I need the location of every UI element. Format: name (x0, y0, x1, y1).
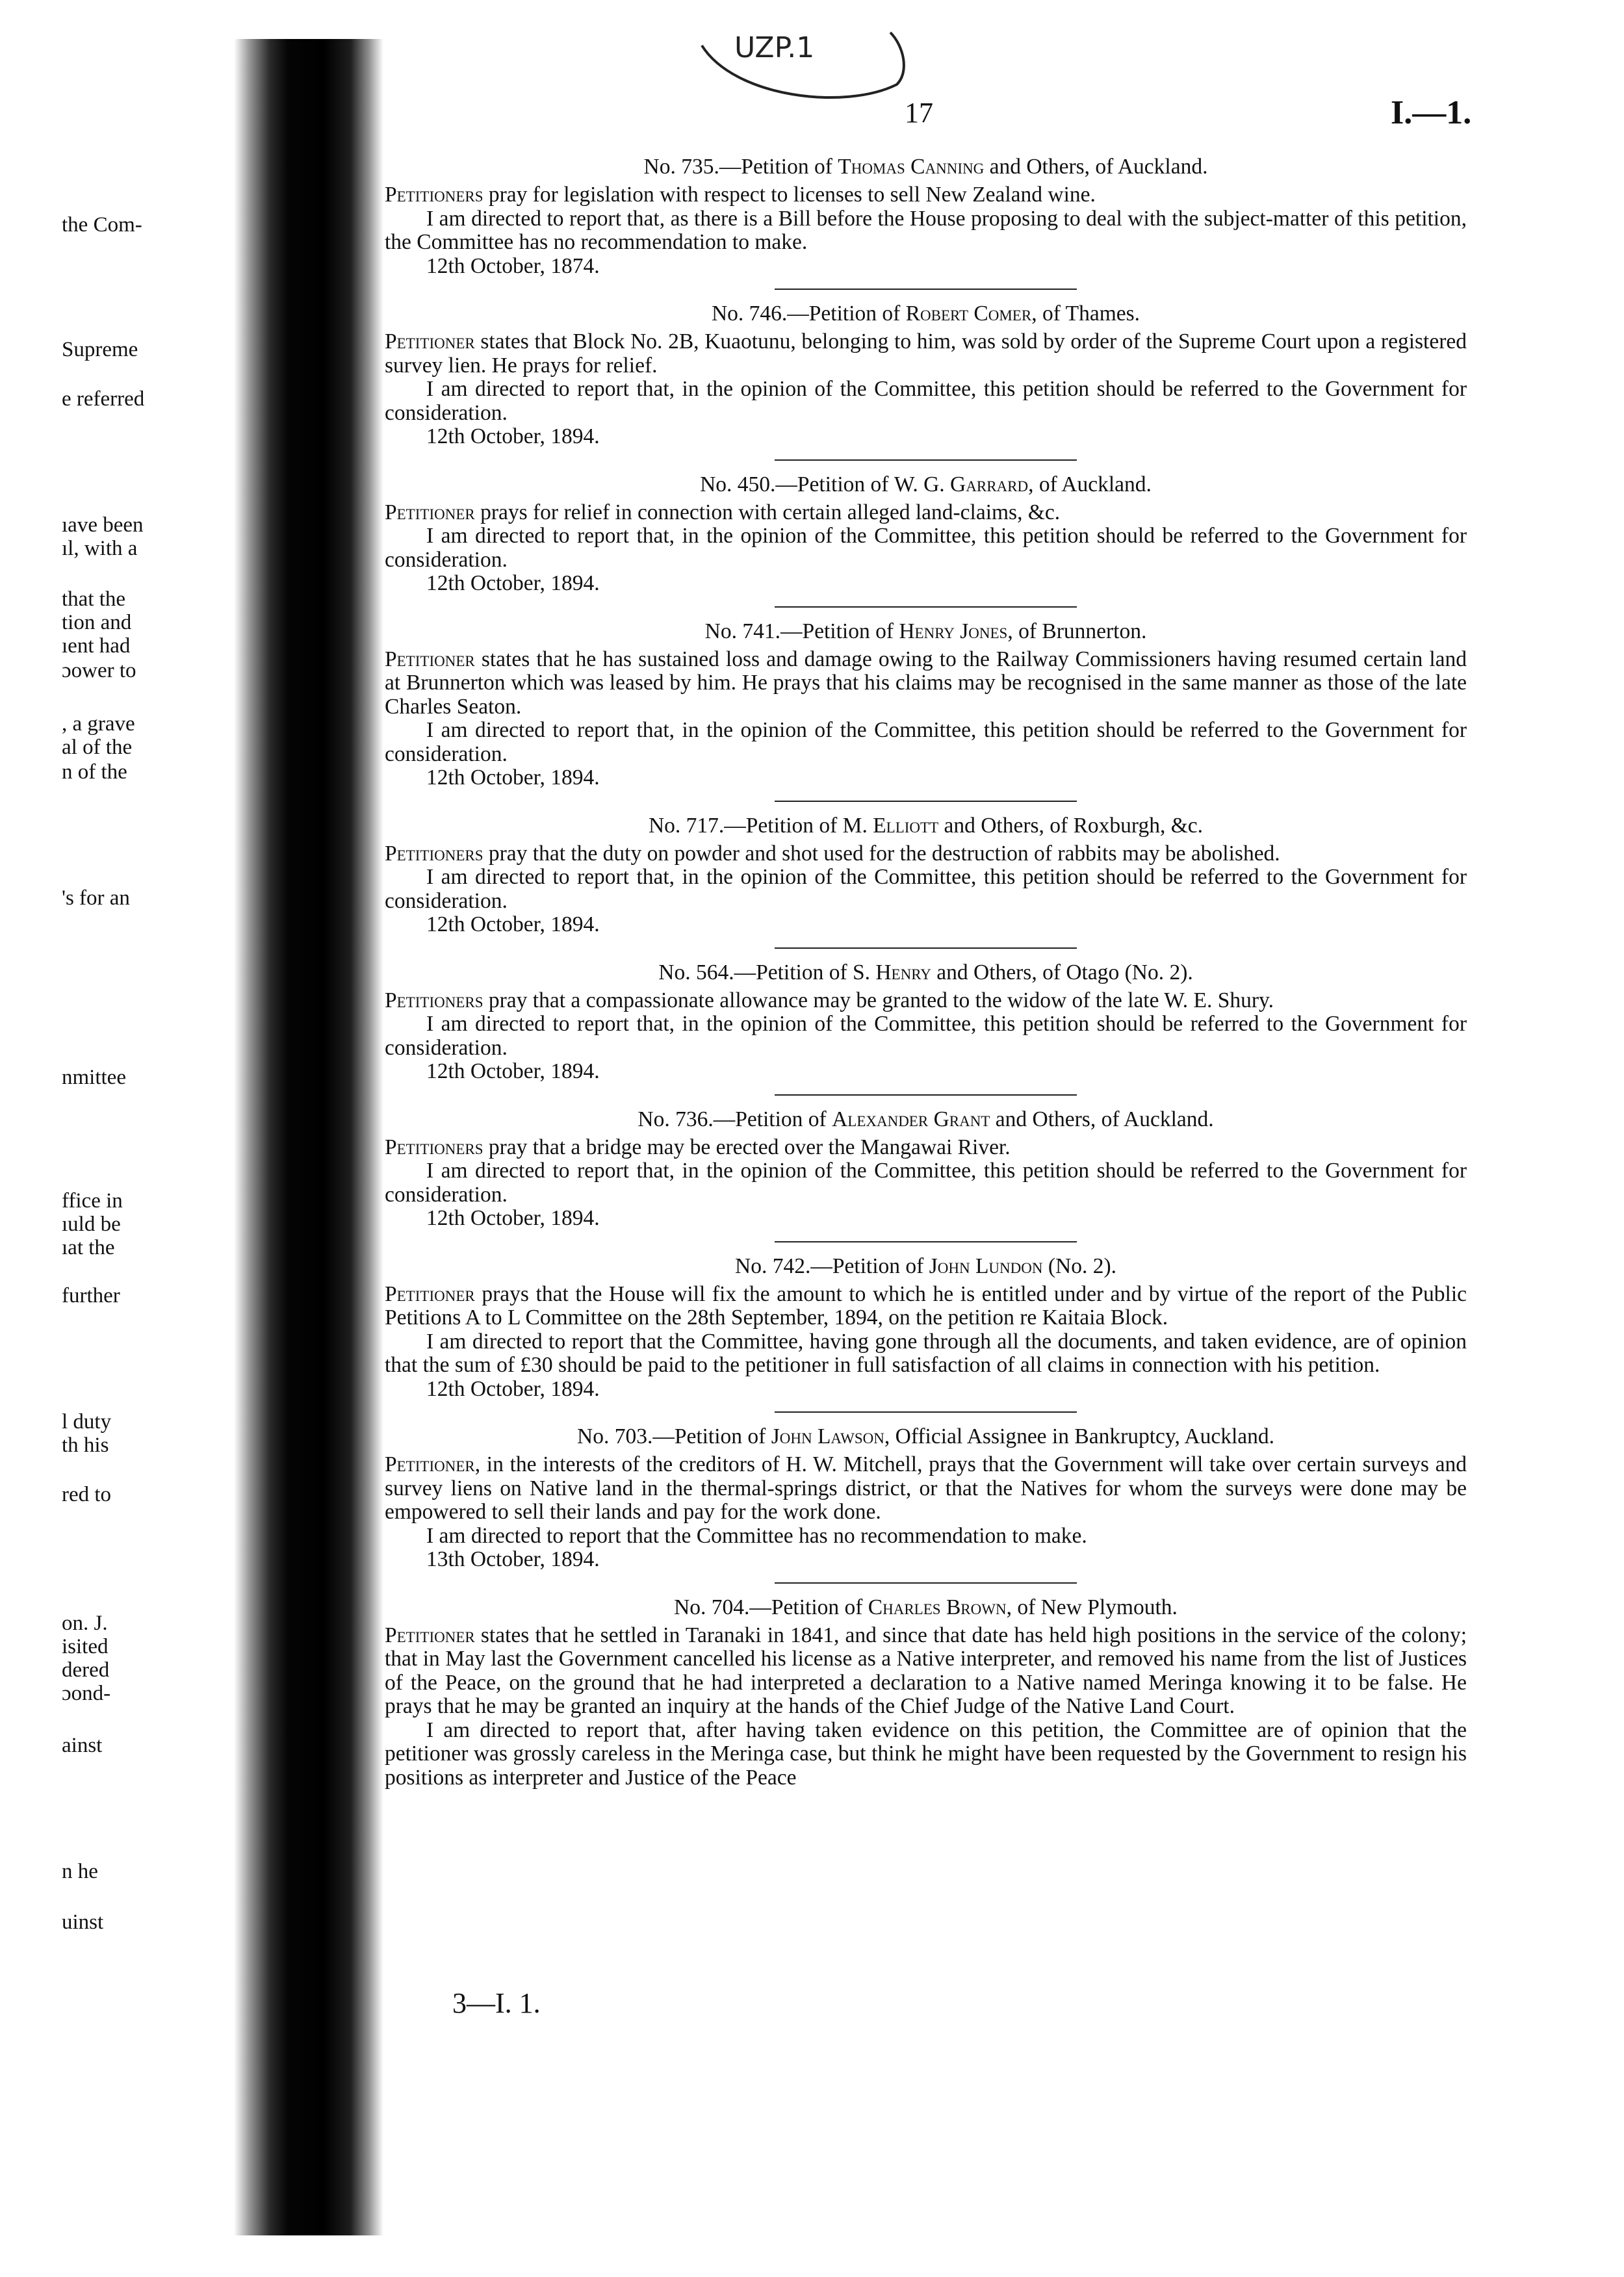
handwritten-mark (695, 19, 910, 117)
committee-report: I am directed to report that, in the opinion of the Committee, this petition should be referred to the Government for consideration. (385, 377, 1467, 425)
petition-entry (385, 1424, 1467, 1572)
section-divider (775, 606, 1077, 608)
report-date: 12th October, 1894. (426, 765, 600, 790)
petitioner-name: Henry Jones (899, 619, 1008, 643)
petitions-column (385, 155, 1467, 1800)
report-date: 12th October, 1874. (426, 253, 600, 278)
committee-report: I am directed to report that, in the opinion of the Committee, this petition should be referred to the Government for consideration. (385, 865, 1467, 913)
section-divider (775, 459, 1077, 461)
petition-prayer (385, 501, 1467, 525)
petitioner-name: John Lawson (771, 1424, 884, 1448)
committee-report: I am directed to report that the Committee has no recommendation to make. (426, 1523, 1087, 1548)
margin-fragment: uinst (62, 1910, 104, 1934)
margin-fragment: th his (62, 1434, 109, 1457)
petition-heading-suffix: and Others, of Otago (No. 2). (931, 960, 1193, 984)
margin-fragment: ainst (62, 1734, 103, 1757)
margin-fragment: , a grave (62, 712, 135, 736)
report-date: 12th October, 1894. (426, 1059, 600, 1083)
petition-heading-suffix: and Others, of Auckland. (984, 155, 1208, 179)
petition-prayer-text: states that he has sustained loss and damage owing to the Railway Commissioners having resumed certain land at Brunnerton which was leased by him. He prays that his claims may be recognised in the same manner as those of the late Charles Seaton. (385, 647, 1467, 719)
petition-lead-word: Petitioner (385, 647, 475, 671)
section-divider (775, 1241, 1077, 1242)
petition-heading-prefix: No. 736.—Petition of (638, 1107, 832, 1131)
petition-prayer-text: pray that the duty on powder and shot used for the destruction of rabbits may be abolished. (483, 841, 1280, 866)
committee-report: I am directed to report that, in the opinion of the Committee, this petition should be referred to the Government for consideration. (385, 1012, 1467, 1060)
petition-heading-suffix: , of Thames. (1031, 302, 1141, 326)
section-divider (775, 289, 1077, 290)
petition-heading-prefix: No. 742.—Petition of (735, 1254, 929, 1278)
petition-prayer (385, 648, 1467, 719)
petitioner-name: Thomas Canning (838, 155, 985, 179)
petition-heading (385, 814, 1467, 838)
margin-fragment: that the (62, 587, 126, 611)
petition-entry (385, 1254, 1467, 1402)
petition-heading-prefix: No. 703.—Petition of (577, 1424, 771, 1448)
petition-prayer (385, 989, 1467, 1013)
petition-heading-suffix: (No. 2). (1042, 1254, 1116, 1278)
petition-prayer-text: prays that the House will fix the amount to which he is entitled under and by virtue of the report of the Public Petitions A to L Committee on the 28th September, 1894, on the petition re Kaitaia Block. (385, 1281, 1467, 1330)
petitioner-name: W. G. Garrard (894, 472, 1029, 496)
margin-fragment: ıl, with a (62, 537, 138, 560)
petition-heading-prefix: No. 564.—Petition of (658, 960, 853, 984)
petition-lead-word: Petitioners (385, 183, 483, 207)
page-number: 17 (905, 97, 933, 129)
petition-lead-word: Petitioner (385, 1623, 475, 1647)
series-number: I.—1. (1391, 94, 1472, 131)
petition-lead-word: Petitioner (385, 500, 475, 524)
petition-heading-suffix: and Others, of Roxburgh, &c. (938, 813, 1204, 838)
handwritten-mark-text: UZP.1 (734, 31, 815, 64)
petitioner-name: John Lundon (929, 1254, 1043, 1278)
petition-heading (385, 472, 1467, 497)
margin-fragment: on. J. (62, 1612, 108, 1635)
committee-report: I am directed to report that, in the opinion of the Committee, this petition should be referred to the Government for consideration. (385, 524, 1467, 572)
petition-entry (385, 1595, 1467, 1790)
petition-prayer (385, 1624, 1467, 1719)
petition-entry (385, 619, 1467, 790)
section-divider (775, 1582, 1077, 1584)
margin-fragment: ffice in (62, 1189, 123, 1213)
petition-heading (385, 1254, 1467, 1279)
petitioner-name: Robert Comer (905, 302, 1032, 326)
petition-heading-prefix: No. 450.—Petition of (700, 472, 894, 496)
report-date: 12th October, 1894. (426, 571, 600, 595)
margin-fragment: ıuld be (62, 1213, 121, 1236)
petition-lead-word: Petitioner (385, 329, 475, 354)
section-divider (775, 1411, 1077, 1413)
margin-fragment: further (62, 1284, 120, 1307)
petition-prayer (385, 1136, 1467, 1160)
petitioner-name: S. Henry (852, 960, 931, 984)
margin-fragment: 's for an (62, 886, 130, 910)
report-date: 12th October, 1894. (426, 1206, 600, 1230)
petition-entry (385, 302, 1467, 449)
petition-entry (385, 814, 1467, 937)
margin-fragment: red to (62, 1483, 112, 1506)
margin-fragment: n he (62, 1860, 98, 1883)
petition-prayer (385, 842, 1467, 866)
section-divider (775, 1094, 1077, 1096)
petition-heading (385, 1595, 1467, 1620)
petition-lead-word: Petitioners (385, 841, 483, 866)
petition-heading (385, 960, 1467, 985)
signature-mark: 3—I. 1. (452, 1987, 541, 2019)
petition-heading-suffix: , of Brunnerton. (1007, 619, 1147, 643)
petition-heading (385, 1107, 1467, 1132)
petition-heading (385, 619, 1467, 644)
report-date: 12th October, 1894. (426, 424, 600, 448)
petition-lead-word: Petitioners (385, 988, 483, 1012)
petition-heading (385, 302, 1467, 326)
petition-heading-prefix: No. 741.—Petition of (704, 619, 899, 643)
petition-heading (385, 1424, 1467, 1449)
petition-heading-suffix: and Others, of Auckland. (990, 1107, 1214, 1131)
margin-fragment: the Com- (62, 213, 142, 237)
committee-report: I am directed to report that, in the opinion of the Committee, this petition should be referred to the Government for consideration. (385, 718, 1467, 766)
petition-prayer (385, 1453, 1467, 1524)
petition-lead-word: Petitioners (385, 1135, 483, 1159)
petition-heading-prefix: No. 704.—Petition of (674, 1595, 868, 1619)
petition-prayer-text: prays for relief in connection with certain alleged land-claims, &c. (474, 500, 1061, 524)
margin-fragment: dered (62, 1658, 110, 1682)
petition-entry (385, 1107, 1467, 1231)
margin-fragment: nmittee (62, 1066, 126, 1089)
petition-prayer-text: states that Block No. 2B, Kuaotunu, belonging to him, was sold by order of the Supreme Court upon a registered survey lien. He prays for relief. (385, 329, 1467, 378)
committee-report: I am directed to report that, in the opinion of the Committee, this petition should be referred to the Government for consideration. (385, 1159, 1467, 1207)
section-divider (775, 801, 1077, 802)
report-date: 13th October, 1894. (426, 1547, 600, 1571)
margin-fragment: ıave been (62, 513, 144, 537)
petition-heading-suffix: , Official Assignee in Bankruptcy, Auckland. (884, 1424, 1274, 1448)
petition-heading-prefix: No. 735.—Petition of (643, 155, 838, 179)
petition-prayer-text: pray for legislation with respect to licenses to sell New Zealand wine. (483, 183, 1096, 207)
petitioner-name: Charles Brown (868, 1595, 1007, 1619)
petition-heading-prefix: No. 746.—Petition of (711, 302, 906, 326)
margin-fragment: ɔower to (62, 659, 136, 682)
margin-fragment: Supreme (62, 338, 138, 361)
petition-heading-suffix: , of Auckland. (1028, 472, 1152, 496)
margin-fragment: e referred (62, 387, 145, 411)
committee-report: I am directed to report that, after having taken evidence on this petition, the Committee are of opinion that the petitioner was grossly careless in the Meringa case, but think he might have been requested by the Government to resign his positions as interpreter and Justice of the Peace (385, 1717, 1467, 1790)
petition-heading (385, 155, 1467, 179)
margin-fragment: al of the (62, 736, 133, 759)
petition-entry (385, 960, 1467, 1084)
petition-prayer-text: pray that a bridge may be erected over the Mangawai River. (483, 1135, 1011, 1159)
committee-report: I am directed to report that the Committee, having gone through all the documents, and taken evidence, are of opinion that the sum of £30 should be paid to the petitioner in full satisfaction of all claims in connection with his petition. (385, 1329, 1467, 1377)
margin-fragment: n of the (62, 760, 127, 784)
margin-fragment: isited (62, 1635, 109, 1658)
binding-shadow (234, 39, 383, 2235)
petition-prayer-text: , in the interests of the creditors of H. W. Mitchell, prays that the Government will take over certain surveys and survey liens on Native land in the thermal-springs district, or that the Natives for whom the surveys were done may be empowered to sell their lands and pay for the work done. (385, 1452, 1467, 1524)
report-date: 12th October, 1894. (426, 912, 600, 936)
margin-fragment: l duty (62, 1410, 112, 1434)
petition-prayer (385, 1283, 1467, 1330)
petition-prayer-text: states that he settled in Taranaki in 1841, and since that date has held high positions in the service of the colony; that in May last the Government cancelled his license as a Native interpreter, and removed his name from the list of Justices of the Peace, on the ground that he had interpreted a declaration to a Native named Meringa knowing it to be false. He prays that he may be granted an inquiry at the hands of the Chief Judge of the Native Land Court. (385, 1623, 1467, 1718)
committee-report: I am directed to report that, as there is a Bill before the House proposing to deal with the subject-matter of this petition, the Committee has no recommendation to make. (385, 206, 1467, 254)
petitioner-name: Alexander Grant (832, 1107, 990, 1131)
margin-fragment: ıat the (62, 1236, 115, 1259)
margin-fragment: tion and (62, 611, 132, 634)
petition-heading-suffix: , of New Plymouth. (1006, 1595, 1178, 1619)
petition-prayer (385, 183, 1467, 207)
petition-lead-word: Petitioner (385, 1452, 475, 1476)
report-date: 12th October, 1894. (426, 1376, 600, 1401)
petition-prayer (385, 330, 1467, 378)
section-divider (775, 947, 1077, 949)
petition-heading-prefix: No. 717.—Petition of (648, 813, 843, 838)
petition-entry (385, 155, 1467, 278)
petition-entry (385, 472, 1467, 596)
petitioner-name: M. Elliott (842, 813, 939, 838)
petition-lead-word: Petitioner (385, 1281, 475, 1306)
margin-fragment: ıent had (62, 634, 131, 658)
petition-prayer-text: pray that a compassionate allowance may be granted to the widow of the late W. E. Shury. (483, 988, 1274, 1012)
margin-fragment: ɔond- (62, 1682, 111, 1705)
